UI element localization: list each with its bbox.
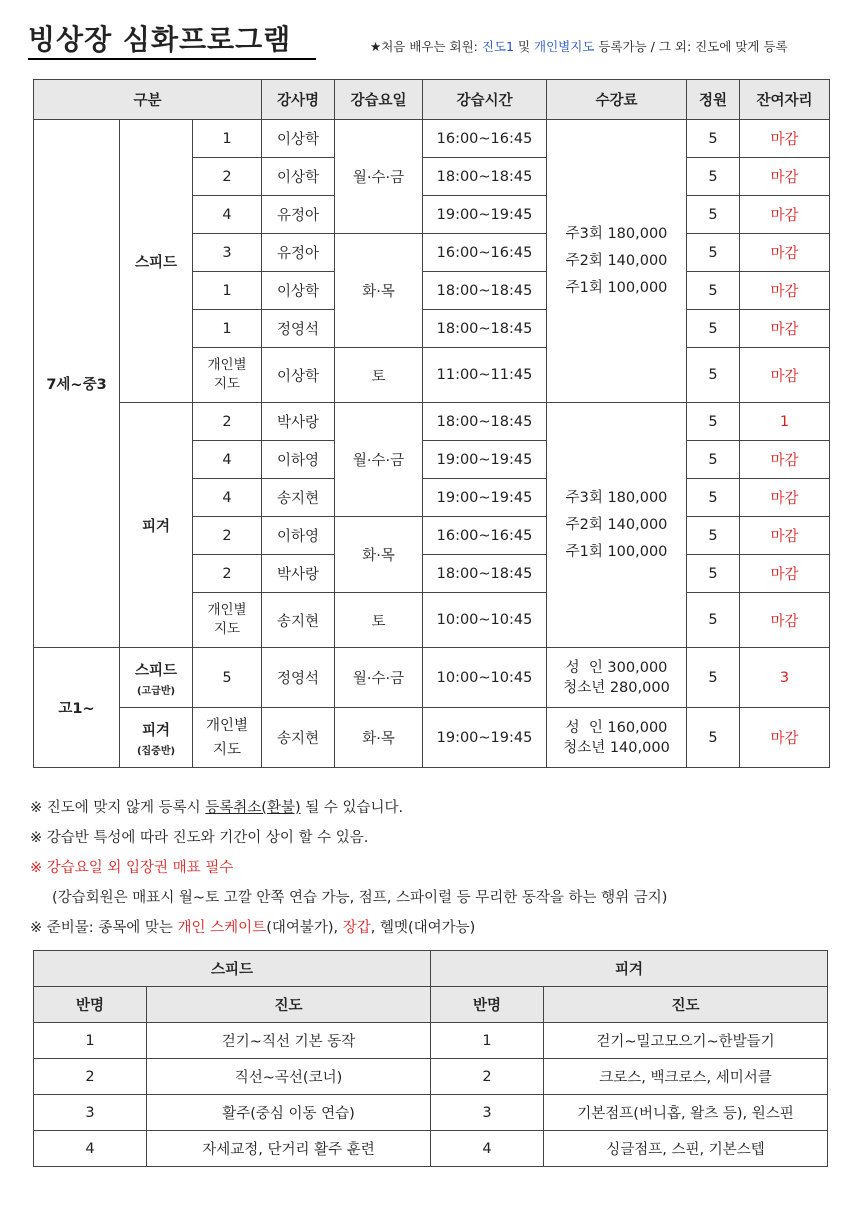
level-cell: 개인별 지도 bbox=[193, 348, 262, 403]
discipline-speed-advanced bbox=[120, 648, 193, 708]
progress-class-cell: 3 bbox=[431, 1095, 544, 1131]
note-text: ※ 준비물: 종목에 맞는 bbox=[30, 920, 178, 936]
days-cell: 화·목 bbox=[335, 234, 423, 348]
note-prefix: ★처음 배우는 회원: bbox=[370, 39, 482, 54]
note-line: ※ 강습반 특성에 따라 진도와 기간이 상이 할 수 있음. bbox=[30, 830, 369, 846]
time-cell: 19:00~19:45 bbox=[423, 708, 547, 768]
time-cell: 18:00~18:45 bbox=[423, 555, 547, 593]
instructor-cell: 송지현 bbox=[262, 479, 335, 517]
capacity-cell: 5 bbox=[687, 196, 740, 234]
level-cell: 2 bbox=[193, 158, 262, 196]
progress-class-cell: 1 bbox=[431, 1023, 544, 1059]
table-row bbox=[34, 403, 830, 441]
time-cell: 16:00~16:45 bbox=[423, 234, 547, 272]
note-text: ※ 진도에 맞지 않게 등록시 bbox=[30, 800, 206, 816]
note-line: (강습회원은 매표시 월~토 고깔 안쪽 연습 가능, 점프, 스파이럴 등 무리한 동작을 하는 행위 금지) bbox=[52, 890, 668, 906]
level-cell: 5 bbox=[193, 648, 262, 708]
days-cell: 월·수·금 bbox=[335, 403, 423, 517]
level-cell: 2 bbox=[193, 517, 262, 555]
note-highlight: 장갑 bbox=[342, 920, 371, 936]
progress-row bbox=[34, 1131, 828, 1167]
time-cell: 10:00~10:45 bbox=[423, 648, 547, 708]
progress-header-row bbox=[34, 951, 828, 987]
progress-level-header: 진도 bbox=[147, 987, 431, 1023]
days-cell: 월·수·금 bbox=[335, 648, 423, 708]
instructor-cell: 이하영 bbox=[262, 517, 335, 555]
level-cell: 1 bbox=[193, 310, 262, 348]
fee-line: 주3회 180,000 bbox=[565, 225, 668, 242]
fee-cell-speed bbox=[547, 120, 687, 403]
age-group-junior: 7세~중3 bbox=[34, 120, 120, 648]
header-row bbox=[34, 80, 830, 120]
level-cell: 4 bbox=[193, 441, 262, 479]
capacity-cell: 5 bbox=[687, 403, 740, 441]
progress-level-cell: 싱글점프, 스핀, 기본스텝 bbox=[544, 1131, 828, 1167]
level-cell: 3 bbox=[193, 234, 262, 272]
progress-level-cell: 직선~곡선(코너) bbox=[147, 1059, 431, 1095]
progress-class-header: 반명 bbox=[34, 987, 147, 1023]
header-capacity: 정원 bbox=[687, 80, 740, 120]
progress-class-cell: 4 bbox=[431, 1131, 544, 1167]
note-underlined: 등록취소(환불) bbox=[205, 800, 301, 816]
header-time: 강습시간 bbox=[423, 80, 547, 120]
time-cell: 18:00~18:45 bbox=[423, 272, 547, 310]
remaining-cell: 마감 bbox=[740, 272, 830, 310]
instructor-cell: 유정아 bbox=[262, 196, 335, 234]
remaining-cell: 3 bbox=[740, 648, 830, 708]
level-cell: 2 bbox=[193, 403, 262, 441]
note-level1: 진도1 bbox=[481, 39, 514, 54]
fee-line: 주2회 140,000 bbox=[565, 516, 668, 533]
time-cell: 19:00~19:45 bbox=[423, 441, 547, 479]
fee-cell-senior-figure bbox=[547, 708, 687, 768]
instructor-cell: 이상학 bbox=[262, 272, 335, 310]
progress-level-cell: 크로스, 백크로스, 세미서클 bbox=[544, 1059, 828, 1095]
days-cell: 화·목 bbox=[335, 708, 423, 768]
discipline-sublabel: (집중반) bbox=[136, 745, 176, 757]
capacity-cell: 5 bbox=[687, 272, 740, 310]
capacity-cell: 5 bbox=[687, 555, 740, 593]
header-category: 구분 bbox=[34, 80, 262, 120]
capacity-cell: 5 bbox=[687, 348, 740, 403]
title-underline bbox=[28, 58, 316, 60]
note-highlight: 개인 스케이트 bbox=[177, 920, 267, 936]
time-cell: 11:00~11:45 bbox=[423, 348, 547, 403]
progress-level-cell: 활주(중심 이동 연습) bbox=[147, 1095, 431, 1131]
remaining-cell: 마감 bbox=[740, 310, 830, 348]
capacity-cell: 5 bbox=[687, 158, 740, 196]
capacity-cell: 5 bbox=[687, 120, 740, 158]
fee-line: 주1회 100,000 bbox=[565, 279, 668, 296]
days-cell: 토 bbox=[335, 348, 423, 403]
level-cell: 개인별 지도 bbox=[193, 708, 262, 768]
note-suffix: 등록가능 / 그 외: 진도에 맞게 등록 bbox=[594, 39, 788, 54]
progress-level-cell: 자세교정, 단거리 활주 훈련 bbox=[147, 1131, 431, 1167]
progress-level-cell: 걷기~직선 기본 동작 bbox=[147, 1023, 431, 1059]
progress-level-cell: 걷기~밀고모으기~한발들기 bbox=[544, 1023, 828, 1059]
fee-line: 주2회 140,000 bbox=[565, 252, 668, 269]
time-cell: 18:00~18:45 bbox=[423, 158, 547, 196]
remaining-cell: 마감 bbox=[740, 348, 830, 403]
instructor-cell: 정영석 bbox=[262, 648, 335, 708]
instructor-cell: 송지현 bbox=[262, 593, 335, 648]
progress-class-cell: 3 bbox=[34, 1095, 147, 1131]
discipline-figure-intensive bbox=[120, 708, 193, 768]
remaining-cell: 마감 bbox=[740, 441, 830, 479]
note-text: 될 수 있습니다. bbox=[300, 800, 404, 816]
progress-class-cell: 4 bbox=[34, 1131, 147, 1167]
note-and: 및 bbox=[513, 39, 535, 54]
instructor-cell: 이상학 bbox=[262, 158, 335, 196]
fee-line: 주3회 180,000 bbox=[565, 489, 668, 506]
days-cell: 월·수·금 bbox=[335, 120, 423, 234]
remaining-cell: 마감 bbox=[740, 120, 830, 158]
table-row bbox=[34, 708, 830, 768]
registration-note bbox=[370, 37, 788, 55]
header-instructor: 강사명 bbox=[262, 80, 335, 120]
time-cell: 10:00~10:45 bbox=[423, 593, 547, 648]
discipline-sublabel: (고급반) bbox=[136, 685, 176, 697]
remaining-cell: 1 bbox=[740, 403, 830, 441]
level-cell: 2 bbox=[193, 555, 262, 593]
fee-line: 성 인 160,000 bbox=[565, 719, 668, 736]
remaining-cell: 마감 bbox=[740, 479, 830, 517]
note-line bbox=[30, 913, 830, 943]
note-line-warning: ※ 강습요일 외 입장권 매표 필수 bbox=[30, 860, 234, 876]
remaining-cell: 마감 bbox=[740, 517, 830, 555]
progress-subheader-row bbox=[34, 987, 828, 1023]
level-cell: 1 bbox=[193, 120, 262, 158]
capacity-cell: 5 bbox=[687, 479, 740, 517]
note-text: (대여불가), bbox=[266, 920, 343, 936]
header-remaining: 잔여자리 bbox=[740, 80, 830, 120]
fee-line: 성 인 300,000 bbox=[565, 659, 668, 676]
progress-table bbox=[33, 950, 828, 1167]
fee-cell-senior-speed bbox=[547, 648, 687, 708]
header-days: 강습요일 bbox=[335, 80, 423, 120]
progress-class-cell: 2 bbox=[431, 1059, 544, 1095]
instructor-cell: 정영석 bbox=[262, 310, 335, 348]
days-cell: 화·목 bbox=[335, 517, 423, 593]
progress-class-header: 반명 bbox=[431, 987, 544, 1023]
capacity-cell: 5 bbox=[687, 234, 740, 272]
progress-row bbox=[34, 1059, 828, 1095]
level-cell: 개인별 지도 bbox=[193, 593, 262, 648]
note-line bbox=[30, 793, 830, 823]
instructor-cell: 박사랑 bbox=[262, 403, 335, 441]
remaining-cell: 마감 bbox=[740, 158, 830, 196]
remaining-cell: 마감 bbox=[740, 555, 830, 593]
progress-level-header: 진도 bbox=[544, 987, 828, 1023]
discipline-label: 피겨 bbox=[141, 722, 170, 739]
note-text: , 헬멧(대여가능) bbox=[370, 920, 476, 936]
schedule-table bbox=[33, 79, 830, 768]
fee-cell-figure bbox=[547, 403, 687, 648]
capacity-cell: 5 bbox=[687, 310, 740, 348]
progress-class-cell: 1 bbox=[34, 1023, 147, 1059]
notes-section bbox=[30, 793, 830, 943]
time-cell: 16:00~16:45 bbox=[423, 517, 547, 555]
instructor-cell: 송지현 bbox=[262, 708, 335, 768]
table-row bbox=[34, 120, 830, 158]
progress-class-cell: 2 bbox=[34, 1059, 147, 1095]
instructor-cell: 박사랑 bbox=[262, 555, 335, 593]
level-cell: 4 bbox=[193, 479, 262, 517]
time-cell: 19:00~19:45 bbox=[423, 479, 547, 517]
progress-level-cell: 기본점프(버니홉, 왈츠 등), 원스핀 bbox=[544, 1095, 828, 1131]
page-title: 빙상장 심화프로그램 bbox=[28, 23, 292, 56]
capacity-cell: 5 bbox=[687, 517, 740, 555]
table-row bbox=[34, 648, 830, 708]
progress-row bbox=[34, 1095, 828, 1131]
instructor-cell: 이상학 bbox=[262, 348, 335, 403]
progress-header-figure: 피겨 bbox=[431, 951, 828, 987]
level-cell: 1 bbox=[193, 272, 262, 310]
note-private: 개인별지도 bbox=[534, 39, 595, 54]
level-cell: 4 bbox=[193, 196, 262, 234]
remaining-cell: 마감 bbox=[740, 593, 830, 648]
discipline-speed: 스피드 bbox=[120, 120, 193, 403]
fee-line: 주1회 100,000 bbox=[565, 543, 668, 560]
discipline-label: 스피드 bbox=[134, 662, 178, 679]
time-cell: 19:00~19:45 bbox=[423, 196, 547, 234]
time-cell: 18:00~18:45 bbox=[423, 403, 547, 441]
time-cell: 16:00~16:45 bbox=[423, 120, 547, 158]
days-cell: 토 bbox=[335, 593, 423, 648]
fee-line: 청소년 140,000 bbox=[563, 739, 670, 756]
progress-header-speed: 스피드 bbox=[34, 951, 431, 987]
instructor-cell: 이상학 bbox=[262, 120, 335, 158]
remaining-cell: 마감 bbox=[740, 708, 830, 768]
instructor-cell: 유정아 bbox=[262, 234, 335, 272]
time-cell: 18:00~18:45 bbox=[423, 310, 547, 348]
header-fee: 수강료 bbox=[547, 80, 687, 120]
capacity-cell: 5 bbox=[687, 593, 740, 648]
remaining-cell: 마감 bbox=[740, 196, 830, 234]
age-group-senior: 고1~ bbox=[34, 648, 120, 768]
instructor-cell: 이하영 bbox=[262, 441, 335, 479]
progress-row bbox=[34, 1023, 828, 1059]
capacity-cell: 5 bbox=[687, 708, 740, 768]
fee-line: 청소년 280,000 bbox=[563, 679, 670, 696]
capacity-cell: 5 bbox=[687, 441, 740, 479]
remaining-cell: 마감 bbox=[740, 234, 830, 272]
discipline-figure: 피겨 bbox=[120, 403, 193, 648]
capacity-cell: 5 bbox=[687, 648, 740, 708]
